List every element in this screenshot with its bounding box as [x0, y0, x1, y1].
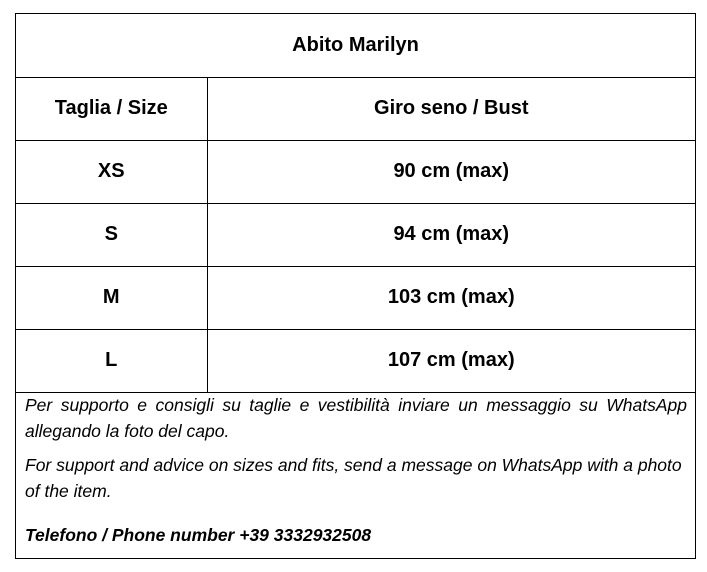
table-row	[16, 203, 695, 266]
table-row	[16, 140, 695, 203]
size-cell: L	[16, 329, 207, 392]
table-row	[16, 329, 695, 392]
size-cell: XS	[16, 140, 207, 203]
size-cell: M	[16, 266, 207, 329]
bust-cell: 90 cm (max)	[207, 140, 695, 203]
bust-cell: 107 cm (max)	[207, 329, 695, 392]
note-english: For support and advice on sizes and fits, send a message on WhatsApp with a photo of the item.	[25, 455, 682, 501]
table-row	[16, 266, 695, 329]
bust-cell: 94 cm (max)	[207, 203, 695, 266]
header-size: Taglia / Size	[16, 77, 207, 140]
size-chart-sheet	[15, 13, 696, 559]
title-row	[16, 14, 695, 77]
phone-number: Telefono / Phone number +39 3332932508	[25, 525, 372, 545]
size-table	[16, 14, 695, 393]
header-row	[16, 77, 695, 140]
bust-cell: 103 cm (max)	[207, 266, 695, 329]
table-title: Abito Marilyn	[16, 14, 695, 77]
notes-section	[16, 390, 695, 548]
header-bust: Giro seno / Bust	[207, 77, 695, 140]
size-cell: S	[16, 203, 207, 266]
note-italian: Per supporto e consigli su taglie e vestibilità inviare un messaggio su WhatsApp allegando la foto del capo.	[25, 395, 687, 441]
